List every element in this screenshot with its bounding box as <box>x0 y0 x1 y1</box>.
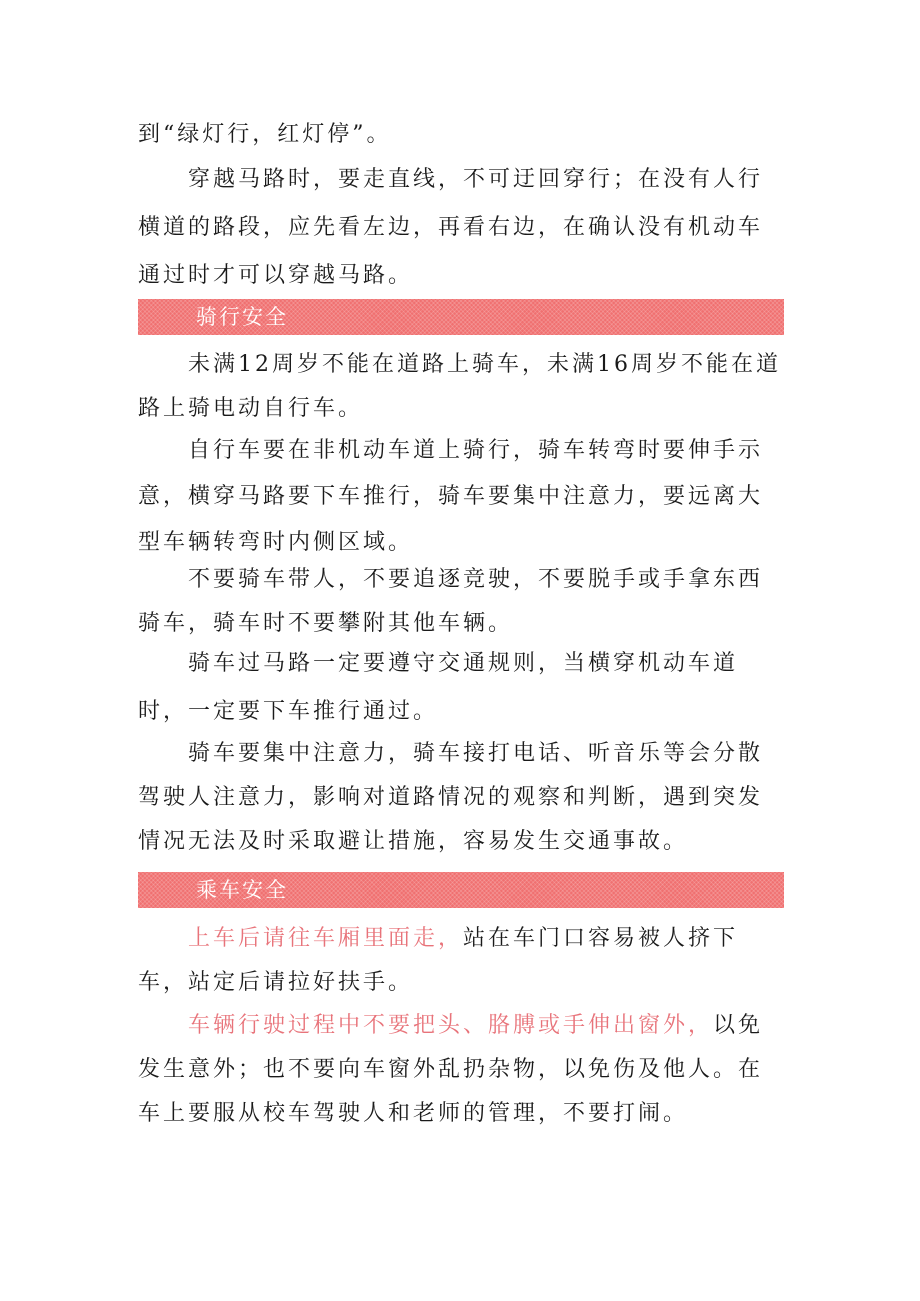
paragraph-green-light <box>138 111 786 159</box>
paragraph-text: 骑车要集中注意力，骑车接打电话、听音乐等会分散驾驶人注意力，影响对道路情况的观察和判断，遇到突发情况无法及时采取避让措施，容易发生交通事故。 <box>138 741 764 854</box>
paragraph-bicycle-lane <box>138 428 786 566</box>
paragraph-attention <box>138 732 786 864</box>
paragraph-riding-age <box>138 343 786 431</box>
paragraph-text: 站在车门口容易被人挤下车，站定后请拉好扶手。 <box>138 926 739 995</box>
paragraph-window-safety <box>138 1004 786 1136</box>
paragraph-text: 不要骑车带人，不要追逐竞驶，不要脱手或手拿东西骑车，骑车时不要攀附其他车辆。 <box>138 567 764 636</box>
paragraph-text: 穿越马路时，要走直线，不可迂回穿行；在没有人行横道的路段，应先看左边，再看右边，在确认没有机动车通过时才可以穿越马路。 <box>138 167 764 288</box>
paragraph-crossing-road <box>138 156 786 300</box>
paragraph-crossing-on-bike <box>138 640 786 736</box>
section-title: 骑行安全 <box>196 305 288 329</box>
paragraph-boarding <box>138 917 786 1005</box>
paragraph-text: 骑车过马路一定要遵守交通规则，当横穿机动车道时，一定要下车推行通过。 <box>138 651 739 724</box>
section-header-passenger-safety <box>138 872 784 908</box>
paragraph-text: 以免发生意外；也不要向车窗外乱扔杂物，以免伤及他人。在车上要服从校车驾驶人和老师的管理，不要打闹。 <box>138 1013 764 1126</box>
paragraph-no-passengers <box>138 558 786 646</box>
section-header-riding-safety <box>138 299 784 335</box>
paragraph-text: 未满12周岁不能在道路上骑车，未满16周岁不能在道路上骑电动自行车。 <box>138 352 781 421</box>
highlight-text: 车辆行驶过程中不要把头、胳膊或手伸出窗外， <box>188 1013 714 1038</box>
section-title: 乘车安全 <box>196 878 288 902</box>
paragraph-text: 自行车要在非机动车道上骑行，骑车转弯时要伸手示意，横穿马路要下车推行，骑车要集中注意力，要远离大型车辆转弯时内侧区域。 <box>138 438 764 555</box>
highlight-text: 上车后请往车厢里面走， <box>188 926 464 951</box>
paragraph-text: 到“绿灯行，红灯停”。 <box>138 122 392 147</box>
